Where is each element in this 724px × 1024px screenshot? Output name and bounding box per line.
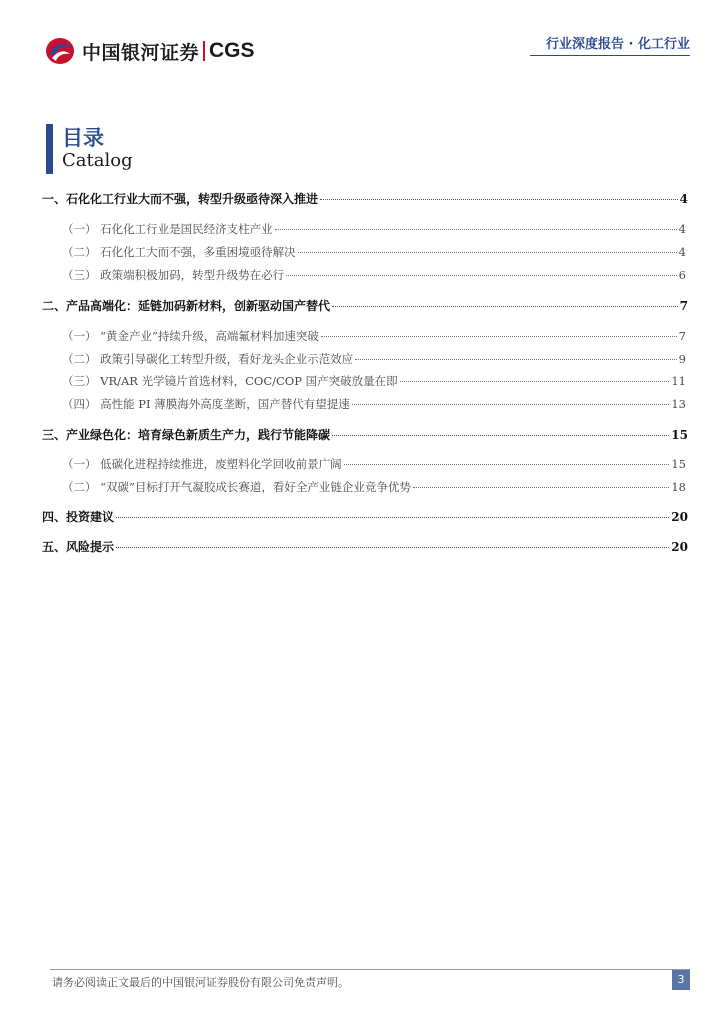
toc-chapter-entry[interactable]: [42, 190, 688, 207]
toc-entry-title: 三、产业绿色化：培育绿色新质生产力，践行节能降碳: [42, 428, 331, 442]
toc-title-english: Catalog: [62, 150, 133, 171]
logo-chinese-name: 中国银河证券: [82, 41, 200, 64]
toc-entry-title: （一） “黄金产业”持续升级，高端氟材料加速突破: [62, 329, 319, 343]
toc-entry-title: （二） 政策引导碳化工转型升级，看好龙头企业示范效应: [62, 352, 354, 366]
toc-entry-page: 4: [678, 222, 686, 236]
company-logo: [44, 36, 255, 66]
toc-entry-page: 13: [671, 397, 686, 411]
toc-title-chinese: 目录: [62, 126, 104, 150]
toc-entry-title: 五、风险提示: [42, 540, 115, 554]
toc-chapter-entry[interactable]: [42, 508, 688, 525]
toc-entry-title: 二、产品高端化：延链加码新材料，创新驱动国产替代: [42, 299, 331, 313]
toc-entry-page: 18: [671, 480, 686, 494]
toc-entry-page: 4: [678, 245, 686, 259]
toc-entry-title: （四） 高性能 PI 薄膜海外高度垄断，国产替代有望提速: [62, 397, 350, 411]
toc-chapter-entry[interactable]: [42, 297, 688, 314]
toc-entry-title: （三） 政策端积极加码，转型升级势在必行: [62, 268, 285, 282]
toc-leader-dots: [400, 381, 670, 382]
toc-chapter-entry[interactable]: [42, 426, 688, 443]
toc-entry-title: （二） “双碳”目标打开气凝胶成长赛道，看好全产业链企业竞争优势: [62, 480, 411, 494]
toc-section-entry[interactable]: [62, 479, 686, 495]
toc-entry-title: 一、石化化工行业大而不强，转型升级亟待深入推进: [42, 192, 319, 206]
toc-leader-dots: [286, 275, 677, 276]
toc-entry-page: 20: [671, 510, 688, 524]
toc-leader-dots: [413, 487, 669, 488]
logo-divider: [203, 41, 205, 61]
footer-disclaimer: 请务必阅读正文最后的中国银河证券股份有限公司免责声明。: [52, 976, 349, 989]
toc-leader-dots: [352, 404, 670, 405]
logo-english-name: CGS: [209, 39, 255, 62]
page-header: [0, 0, 724, 80]
toc-entry-page: 9: [678, 352, 686, 366]
toc-entry-title: （一） 石化化工行业是国民经济支柱产业: [62, 222, 273, 236]
toc-entry-page: 7: [678, 329, 686, 343]
toc-section-entry[interactable]: [62, 267, 686, 283]
toc-entry-page: 15: [671, 457, 686, 471]
galaxy-logo-icon: [44, 36, 76, 66]
toc-entry-page: 4: [679, 192, 688, 206]
toc-section-entry[interactable]: [62, 244, 686, 260]
toc-entry-page: 11: [671, 374, 686, 388]
toc-entry-page: 7: [679, 299, 688, 313]
toc-section-entry[interactable]: [62, 351, 686, 367]
footer-divider: [50, 969, 690, 970]
toc-leader-dots: [275, 229, 677, 230]
toc-entry-title: 四、投资建议: [42, 510, 115, 524]
toc-entry-page: 15: [671, 428, 688, 442]
toc-leader-dots: [116, 547, 669, 548]
toc-leader-dots: [321, 336, 677, 337]
toc-section-entry[interactable]: [62, 373, 686, 389]
toc-chapter-entry[interactable]: [42, 538, 688, 555]
toc-entry-title: （二） 石化化工大而不强，多重困境亟待解决: [62, 245, 296, 259]
toc-entry-title: （三） VR/AR 光学镜片首选材料，COC/COP 国产突破放量在即: [62, 374, 398, 388]
toc-section-entry[interactable]: [62, 328, 686, 344]
toc-section-entry[interactable]: [62, 396, 686, 412]
toc-leader-dots: [344, 464, 670, 465]
toc-entry-title: （一） 低碳化进程持续推进，废塑料化学回收前景广阔: [62, 457, 342, 471]
heading-accent-bar: [46, 124, 53, 174]
page-number: 3: [672, 970, 690, 990]
header-divider: [530, 55, 690, 56]
toc-leader-dots: [320, 199, 678, 200]
toc-section-entry[interactable]: [62, 221, 686, 237]
toc-leader-dots: [332, 306, 678, 307]
toc-leader-dots: [298, 252, 677, 253]
toc-entry-page: 6: [678, 268, 686, 282]
toc-leader-dots: [355, 359, 677, 360]
toc-section-entry[interactable]: [62, 456, 686, 472]
report-category-tag: 行业深度报告 · 化工行业: [546, 37, 690, 52]
toc-leader-dots: [332, 435, 669, 436]
toc-entry-page: 20: [671, 540, 688, 554]
toc-leader-dots: [116, 517, 669, 518]
